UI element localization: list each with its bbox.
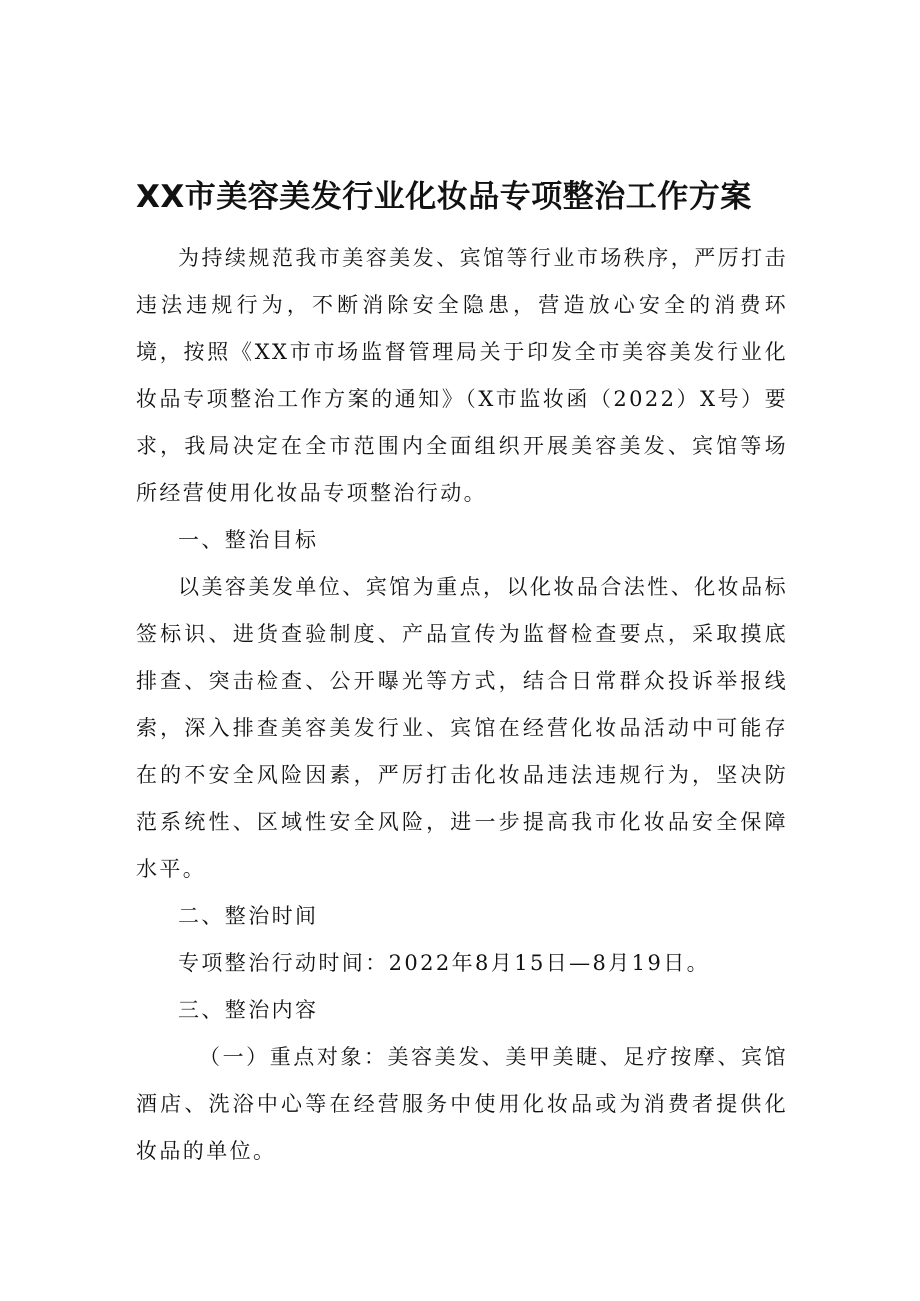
document-title: XX市美容美发行业化妆品专项整治工作方案 bbox=[136, 179, 752, 215]
section-heading-time: 二、整治时间 bbox=[178, 904, 319, 928]
intro-paragraph: 为持续规范我市美容美发、宾馆等行业市场秩序，严厉打击违法违规行为，不断消除安全隐患，营造放心安全的消费环境，按照《XX市市场监督管理局关于印发全市美容美发行业化妆品专项整治工作方案的通知》（X市监妆函（2022）X号）要求，我局决定在全市范围内全面组织开展美容美发、宾馆等场所经营使用化妆品专项整治行动。 bbox=[136, 246, 788, 505]
document-body bbox=[136, 235, 788, 1175]
time-paragraph: 专项整治行动时间：2022年8月15日—8月19日。 bbox=[178, 951, 711, 975]
section-heading-goals: 一、整治目标 bbox=[178, 528, 319, 552]
section-heading-content: 三、整治内容 bbox=[178, 998, 319, 1022]
content-paragraph-key-targets: （一）重点对象：美容美发、美甲美睫、足疗按摩、宾馆酒店、洗浴中心等在经营服务中使用化妆品或为消费者提供化妆品的单位。 bbox=[136, 1045, 788, 1163]
goals-paragraph: 以美容美发单位、宾馆为重点，以化妆品合法性、化妆品标签标识、进货查验制度、产品宣传为监督检查要点，采取摸底排查、突击检查、公开曝光等方式，结合日常群众投诉举报线索，深入排查美容美发行业、宾馆在经营化妆品活动中可能存在的不安全风险因素，严厉打击化妆品违法违规行为，坚决防范系统性、区域性安全风险，进一步提高我市化妆品安全保障水平。 bbox=[136, 575, 788, 881]
